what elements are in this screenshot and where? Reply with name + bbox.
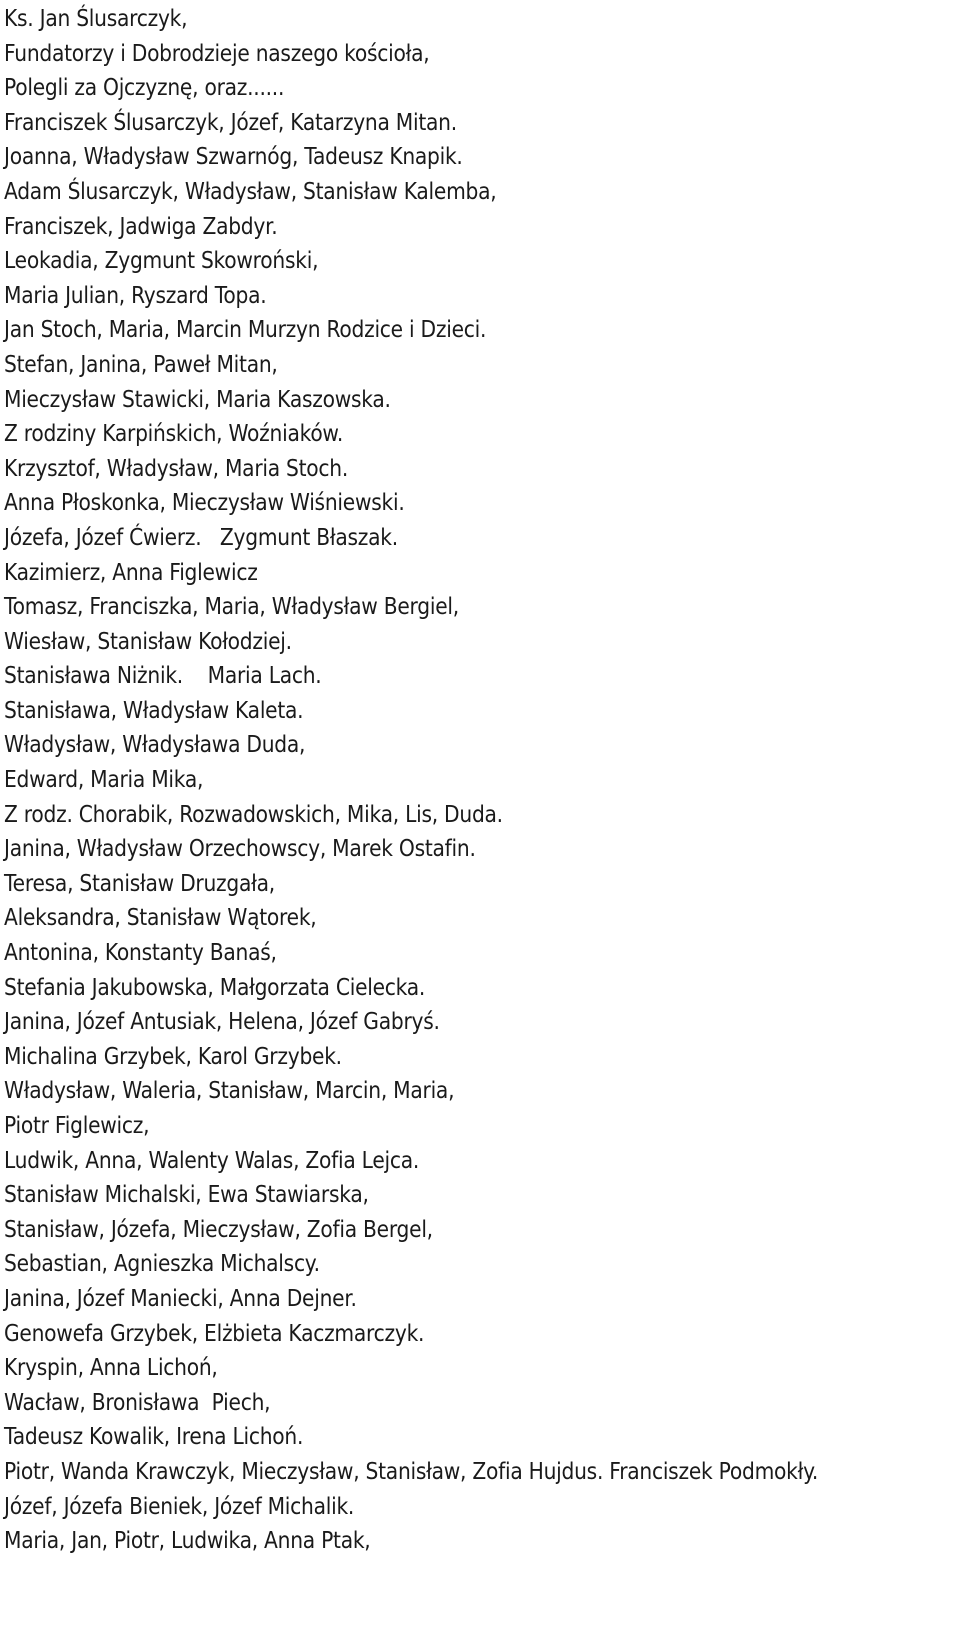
text-line: Tomasz, Franciszka, Maria, Władysław Bergiel, [4, 594, 459, 621]
text-line: Michalina Grzybek, Karol Grzybek. [4, 1043, 342, 1070]
text-line: Franciszek, Jadwiga Zabdyr. [4, 213, 278, 240]
document-text [4, 2, 842, 1559]
text-line: Stefan, Janina, Paweł Mitan, [4, 351, 278, 378]
text-line: Piotr Figlewicz, [4, 1113, 150, 1139]
text-line: Janina, Józef Antusiak, Helena, Józef Gabryś. [4, 1009, 440, 1036]
text-line: Władysław, Władysława Duda, [4, 732, 306, 759]
text-line: Ludwik, Anna, Walenty Walas, Zofia Lejca. [4, 1147, 420, 1174]
text-line: Stanisław, Józefa, Mieczysław, Zofia Bergel, [4, 1216, 433, 1243]
text-line: Adam Ślusarczyk, Władysław, Stanisław Kalemba, [4, 178, 497, 205]
text-line: Jan Stoch, Maria, Marcin Murzyn Rodzice i Dzieci. [4, 317, 487, 344]
text-line: Piotr, Wanda Krawczyk, Mieczysław, Stanisław, Zofia Hujdus. Franciszek Podmokły. [4, 1458, 819, 1485]
text-line: Tadeusz Kowalik, Irena Lichoń. [4, 1424, 304, 1451]
text-line: Polegli za Ojczyznę, oraz...... [4, 75, 285, 102]
text-line: Teresa, Stanisław Druzgała, [4, 870, 275, 897]
text-line: Franciszek Ślusarczyk, Józef, Katarzyna Mitan. [4, 109, 457, 136]
text-line: Z rodz. Chorabik, Rozwadowskich, Mika, Lis, Duda. [4, 801, 503, 828]
text-line: Wacław, Bronisława Piech, [4, 1389, 271, 1416]
text-line: Józefa, Józef Ćwierz. Zygmunt Błaszak. [4, 524, 398, 551]
text-line: Janina, Józef Maniecki, Anna Dejner. [4, 1285, 357, 1312]
text-line: Maria, Jan, Piotr, Ludwika, Anna Ptak, [4, 1528, 371, 1555]
text-line: Z rodziny Karpińskich, Woźniaków. [4, 421, 344, 448]
text-line: Mieczysław Stawicki, Maria Kaszowska. [4, 386, 391, 413]
text-line: Ks. Jan Ślusarczyk, [4, 6, 188, 32]
text-line: Władysław, Waleria, Stanisław, Marcin, Maria, [4, 1078, 455, 1105]
text-line: Janina, Władysław Orzechowscy, Marek Ostafin. [4, 836, 476, 863]
text-line: Józef, Józefa Bieniek, Józef Michalik. [4, 1493, 355, 1520]
text-line: Kryspin, Anna Lichoń, [4, 1355, 218, 1382]
text-line: Edward, Maria Mika, [4, 767, 204, 794]
text-line: Fundatorzy i Dobrodzieje naszego kościoła, [4, 40, 430, 67]
text-line: Joanna, Władysław Szwarnóg, Tadeusz Knapik. [4, 144, 463, 171]
text-line: Leokadia, Zygmunt Skowroński, [4, 248, 319, 275]
text-line: Stanisława, Władysław Kaleta. [4, 697, 304, 724]
text-line: Stanisław Michalski, Ewa Stawiarska, [4, 1182, 369, 1209]
text-line: Sebastian, Agnieszka Michalscy. [4, 1251, 320, 1278]
text-line: Kazimierz, Anna Figlewicz [4, 559, 258, 586]
text-line: Krzysztof, Władysław, Maria Stoch. [4, 455, 349, 482]
text-line: Anna Płoskonka, Mieczysław Wiśniewski. [4, 490, 405, 517]
text-line: Genowefa Grzybek, Elżbieta Kaczmarczyk. [4, 1320, 425, 1347]
text-line: Stanisława Niżnik. Maria Lach. [4, 663, 322, 690]
text-line: Stefania Jakubowska, Małgorzata Cielecka. [4, 974, 426, 1001]
text-line: Wiesław, Stanisław Kołodziej. [4, 628, 292, 655]
text-line: Aleksandra, Stanisław Wątorek, [4, 905, 317, 932]
text-line: Antonina, Konstanty Banaś, [4, 940, 277, 967]
text-line: Maria Julian, Ryszard Topa. [4, 282, 267, 309]
